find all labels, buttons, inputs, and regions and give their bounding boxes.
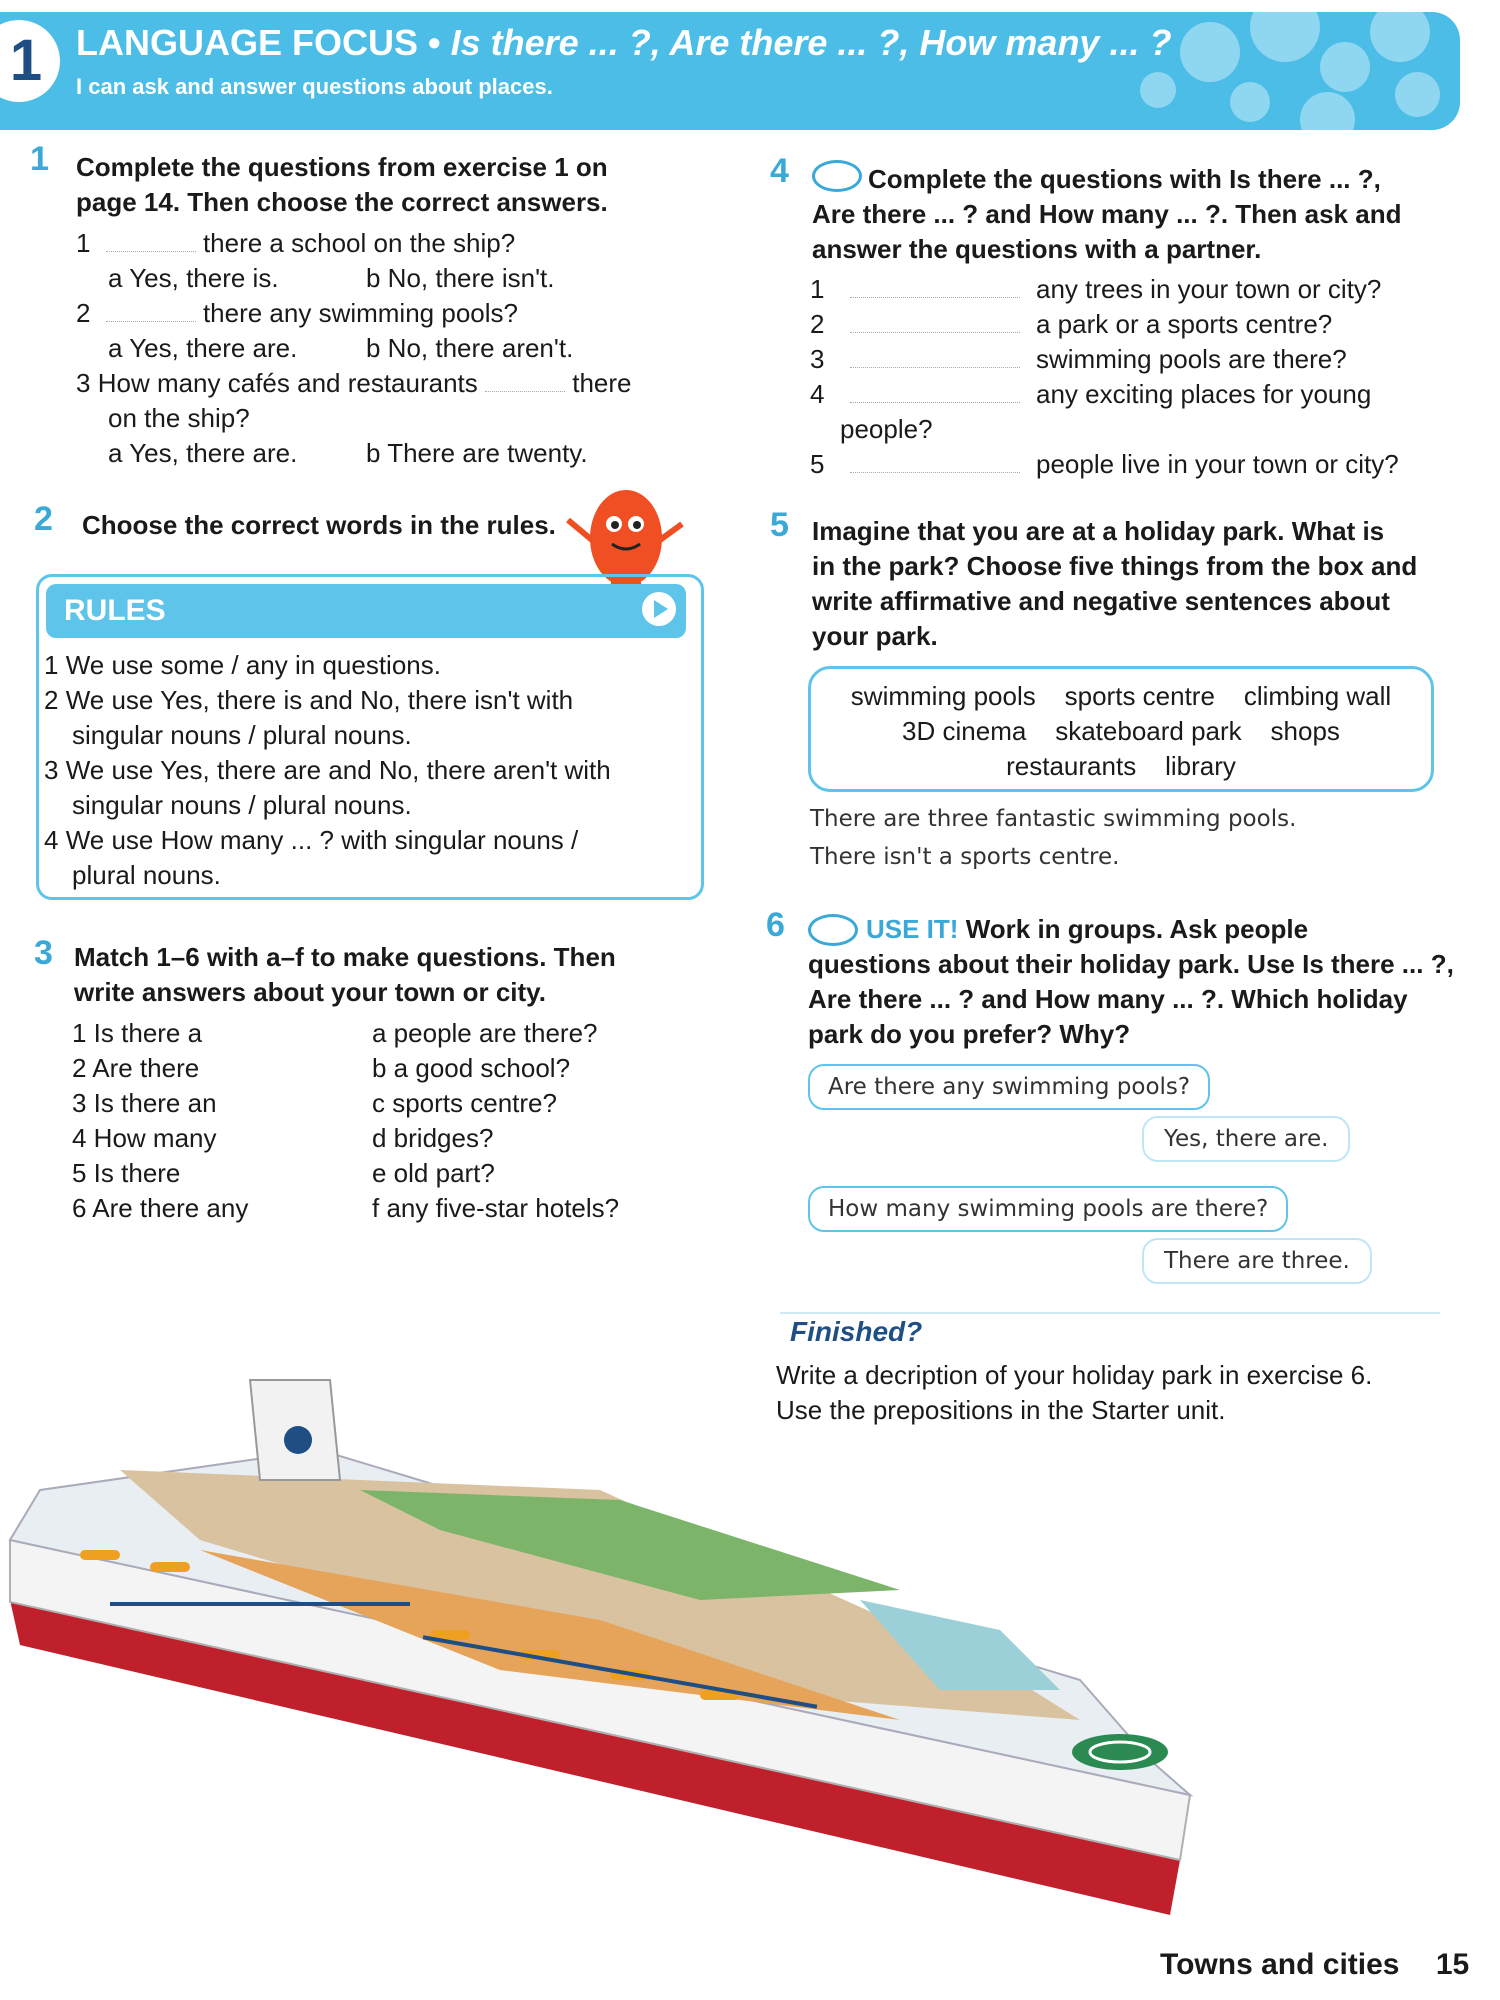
- finished-text: Use the prepositions in the Starter unit.: [776, 1395, 1226, 1425]
- exercise-4-number: 4: [770, 152, 789, 190]
- rule-number: 2: [44, 685, 59, 715]
- instruction-line: Complete the questions from exercise 1 on: [76, 152, 608, 182]
- exercise-1-number: 1: [30, 140, 49, 178]
- answer-blank[interactable]: [850, 332, 1020, 333]
- answer-blank[interactable]: [850, 297, 1020, 298]
- answer-blank[interactable]: [850, 472, 1020, 473]
- word-box-row: swimming pools sports centre climbing wall: [850, 681, 1392, 711]
- answer-blank[interactable]: [485, 391, 565, 392]
- rule-4-choice[interactable]: plural nouns.: [72, 860, 221, 890]
- title-topic: Is there ... ?, Are there ... ?, How many ... ?: [450, 22, 1172, 63]
- match-item-left[interactable]: 2 Are there: [72, 1053, 200, 1083]
- speech-bubble: There are three.: [1142, 1238, 1372, 1284]
- use-it-label: USE IT!: [866, 914, 959, 944]
- title-prefix: LANGUAGE FOCUS •: [76, 22, 441, 63]
- instruction-line: Work in groups. Ask people: [965, 914, 1309, 944]
- instruction-line: Imagine that you are at a holiday park. What is: [812, 516, 1385, 546]
- instruction-line: answer the questions with a partner.: [812, 234, 1262, 264]
- word-box: [808, 666, 1434, 792]
- rule-2-choice[interactable]: singular nouns / plural nouns.: [72, 720, 412, 750]
- question-text: How many cafés and restaurants: [97, 368, 478, 398]
- finished-text: Write a decription of your holiday park in exercise 6.: [776, 1360, 1373, 1390]
- play-icon[interactable]: [642, 592, 676, 626]
- cruise-ship-illustration: [0, 1340, 1230, 1940]
- ex1-q1-option-b[interactable]: b No, there isn't.: [366, 263, 555, 293]
- ex1-q3: [76, 366, 632, 401]
- divider: [780, 1312, 1440, 1314]
- finished-title: Finished?: [790, 1316, 923, 1347]
- match-item-left[interactable]: 6 Are there any: [72, 1193, 249, 1223]
- rule-3-choice[interactable]: singular nouns / plural nouns.: [72, 790, 412, 820]
- exercise-1-instruction: [76, 150, 608, 220]
- match-item-right[interactable]: a people are there?: [372, 1018, 598, 1048]
- page-title: [76, 22, 1171, 64]
- instruction-line: in the park? Choose five things from the box and: [812, 551, 1418, 581]
- item-number: 2: [76, 298, 91, 328]
- example-sentence: There isn't a sports centre.: [810, 844, 1120, 870]
- match-item-right[interactable]: d bridges?: [372, 1123, 494, 1153]
- rule-text[interactable]: We use some / any in questions.: [65, 650, 441, 680]
- exercise-6-number: 6: [766, 906, 785, 944]
- ex4-questions: [1036, 272, 1399, 482]
- instruction-line: your park.: [812, 621, 938, 651]
- ex3-right-column: [372, 1016, 619, 1226]
- item-number: 1: [76, 228, 91, 258]
- match-item-right[interactable]: e old part?: [372, 1158, 495, 1188]
- instruction-line: page 14. Then choose the correct answers.: [76, 187, 608, 217]
- speech-bubble: How many swimming pools are there?: [808, 1186, 1288, 1232]
- instruction-line: Are there ... ? and How many ... ?. Which holiday: [808, 984, 1408, 1014]
- ex1-q3-line2: on the ship?: [108, 403, 250, 433]
- match-item-right[interactable]: f any five-star hotels?: [372, 1193, 620, 1223]
- unit-number-badge: 1: [0, 20, 60, 102]
- instruction-line: questions about their holiday park. Use Is there ... ?,: [808, 949, 1454, 979]
- page-subtitle: I can ask and answer questions about places.: [76, 74, 553, 99]
- question-text: a park or a sports centre?: [1036, 309, 1333, 339]
- speech-bubble: Yes, there are.: [1142, 1116, 1350, 1162]
- ex1-q2: [76, 296, 518, 331]
- ex1-q1-option-a[interactable]: a Yes, there is.: [108, 263, 279, 293]
- item-number: 1: [810, 274, 825, 304]
- ex1-q3-option-a[interactable]: a Yes, there are.: [108, 438, 298, 468]
- rule-2: [44, 683, 573, 718]
- instruction-line: write answers about your town or city.: [74, 977, 546, 1007]
- rule-3: [44, 753, 611, 788]
- exercise-5-number: 5: [770, 506, 789, 544]
- question-text: there a school on the ship?: [202, 228, 516, 258]
- exercise-3-instruction: [74, 940, 616, 1010]
- instruction-line: write affirmative and negative sentences about: [812, 586, 1390, 616]
- rule-number: 3: [44, 755, 59, 785]
- footer: [1160, 1948, 1469, 1982]
- ex4-blanks: [850, 272, 1020, 482]
- item-number: 2: [810, 309, 825, 339]
- exercise-2-number: 2: [34, 500, 53, 538]
- item-number: 4: [810, 379, 825, 409]
- exercise-3-number: 3: [34, 934, 53, 972]
- ex1-q2-option-a[interactable]: a Yes, there are.: [108, 333, 298, 363]
- rule-number: 4: [44, 825, 59, 855]
- rule-1: [44, 648, 441, 683]
- question-text: any trees in your town or city?: [1036, 274, 1382, 304]
- section-title: Towns and cities: [1160, 1948, 1400, 1981]
- page-number: 15: [1435, 1948, 1470, 1981]
- match-item-left[interactable]: 4 How many: [72, 1123, 217, 1153]
- rules-title: RULES: [64, 594, 166, 627]
- item-number: 5: [810, 449, 825, 479]
- exercise-2-instruction: Choose the correct words in the rules.: [82, 510, 556, 540]
- speech-bubble: Are there any swimming pools?: [808, 1064, 1210, 1110]
- match-item-left[interactable]: 1 Is there a: [72, 1018, 203, 1048]
- question-text: any exciting places for young: [1036, 379, 1372, 409]
- exercise-4-instruction: [812, 162, 1401, 267]
- answer-blank[interactable]: [850, 402, 1020, 403]
- match-item-right[interactable]: c sports centre?: [372, 1088, 557, 1118]
- rule-text: We use Yes, there is and No, there isn't with: [65, 685, 574, 715]
- rules-header: [46, 584, 686, 638]
- question-text: people live in your town or city?: [1036, 449, 1399, 479]
- question-text-end: there: [572, 368, 632, 398]
- item-4-continued: people?: [840, 414, 933, 444]
- instruction-line: Complete the questions with Is there ... ?,: [868, 164, 1381, 194]
- question-text: swimming pools are there?: [1036, 344, 1347, 374]
- ex1-q1: [76, 226, 515, 261]
- match-item-left[interactable]: 5 Is there: [72, 1158, 181, 1188]
- rule-number: 1: [44, 650, 59, 680]
- match-item-left[interactable]: 3 Is there an: [72, 1088, 217, 1118]
- instruction-line: Are there ... ? and How many ... ?. Then ask and: [812, 199, 1402, 229]
- ex3-left-column: [72, 1016, 248, 1226]
- instruction-line: Match 1–6 with a–f to make questions. Then: [74, 942, 616, 972]
- example-sentence: There are three fantastic swimming pools.: [810, 806, 1297, 832]
- exercise-6-instruction: [808, 912, 1454, 1052]
- answer-blank[interactable]: [850, 367, 1020, 368]
- exercise-5-instruction: [812, 514, 1417, 654]
- question-text: there any swimming pools?: [202, 298, 518, 328]
- rule-4: [44, 823, 578, 858]
- instruction-line: park do you prefer? Why?: [808, 1019, 1131, 1049]
- rule-text: We use Yes, there are and No, there aren't with: [65, 755, 611, 785]
- match-item-right[interactable]: b a good school?: [372, 1053, 571, 1083]
- item-number: 3: [76, 368, 91, 398]
- ex1-q3-option-b[interactable]: b There are twenty.: [366, 438, 588, 468]
- word-box-row: restaurants library: [1006, 751, 1236, 781]
- answer-blank[interactable]: [106, 251, 196, 252]
- rule-text[interactable]: We use How many ... ? with singular nouns /: [65, 825, 579, 855]
- answer-blank[interactable]: [106, 321, 196, 322]
- word-box-row: 3D cinema skateboard park shops: [902, 716, 1340, 746]
- ex1-q2-option-b[interactable]: b No, there aren't.: [366, 333, 574, 363]
- item-number: 3: [810, 344, 825, 374]
